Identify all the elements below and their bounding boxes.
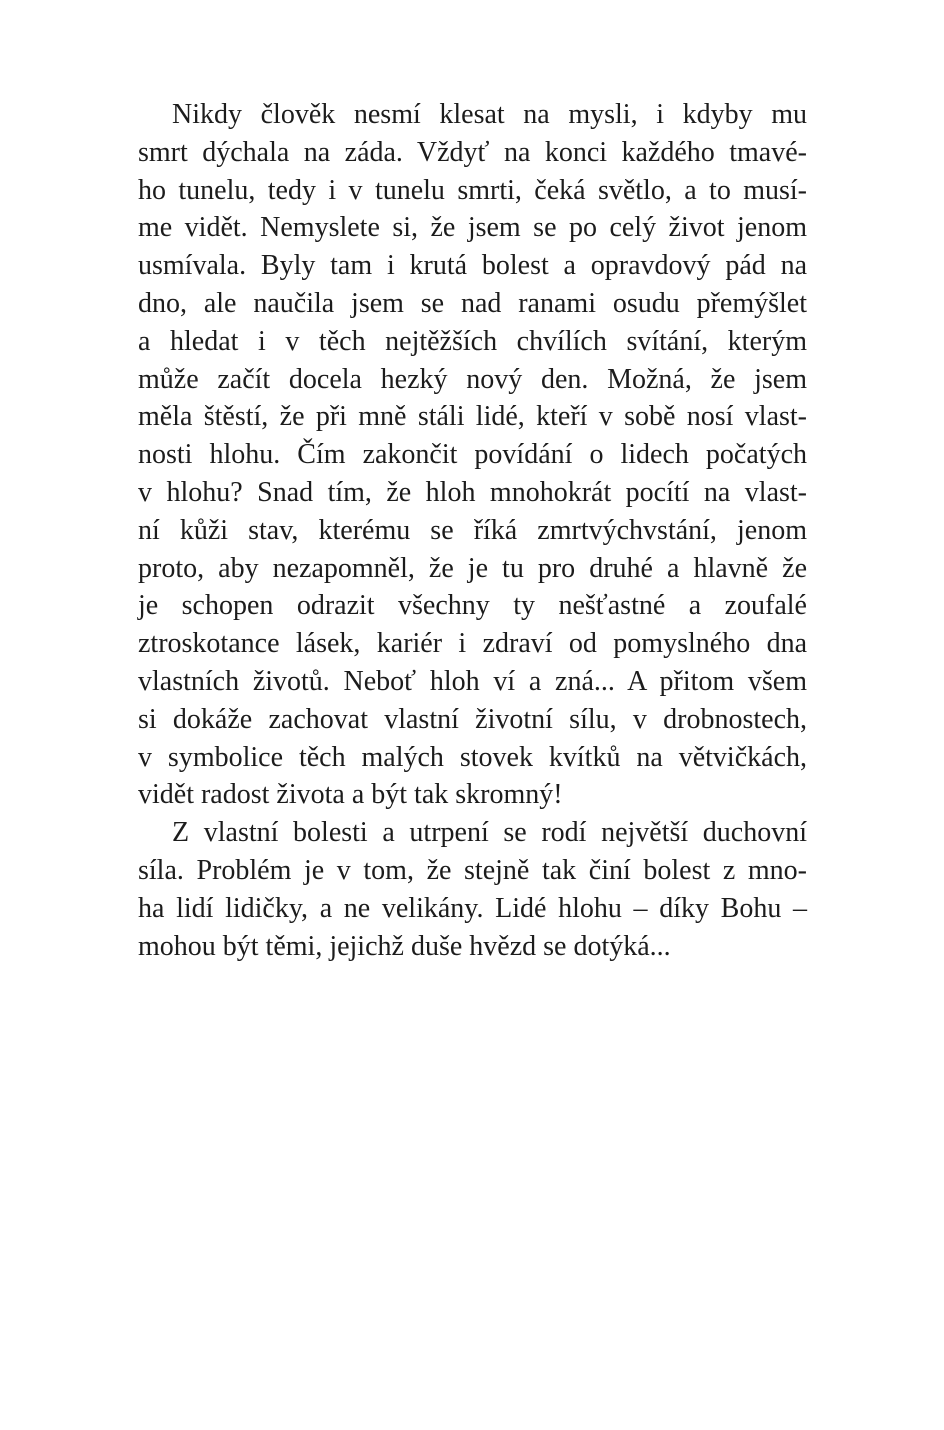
text-line: ho tunelu, tedy i v tunelu smrti, čeká světlo, a to musí- — [138, 174, 807, 206]
text-line: v symbolice těch malých stovek kvítků na větvičkách, — [138, 741, 807, 773]
text-line: si dokáže zachovat vlastní životní sílu, v drobnostech, — [138, 703, 807, 735]
paragraph — [138, 96, 807, 814]
text-line: smrt dýchala na záda. Vždyť na konci každého tmavé- — [138, 136, 807, 168]
text-line: Z vlastní bolesti a utrpení se rodí největší duchovní — [172, 817, 807, 849]
text-line: usmívala. Byly tam i krutá bolest a opravdový pád na — [138, 250, 807, 282]
text-line: vlastních životů. Neboť hloh ví a zná... A přitom všem — [138, 665, 807, 697]
text-line: síla. Problém je v tom, že stejně tak činí bolest z mno- — [138, 854, 807, 886]
text-line: nosti hlohu. Čím zakončit povídání o lidech počatých — [138, 439, 807, 471]
text-line: ní kůži stav, kterému se říká zmrtvýchvstání, jenom — [138, 514, 807, 546]
text-line: me vidět. Nemyslete si, že jsem se po celý život jenom — [138, 212, 807, 244]
text-line: ztroskotance lásek, kariér i zdraví od pomyslného dna — [138, 628, 807, 660]
text-line: měla štěstí, že při mně stáli lidé, kteří v sobě nosí vlast- — [138, 401, 807, 433]
text-line: a hledat i v těch nejtěžších chvílích svítání, kterým — [138, 325, 807, 357]
text-line: proto, aby nezapomněl, že je tu pro druhé a hlavně že — [138, 552, 807, 584]
text-line: mohou být těmi, jejichž duše hvězd se dotýká... — [138, 930, 671, 962]
text-line: dno, ale naučila jsem se nad ranami osudu přemýšlet — [138, 287, 807, 319]
text-line: je schopen odrazit všechny ty nešťastné a zoufalé — [138, 590, 807, 622]
text-line: Nikdy člověk nesmí klesat na mysli, i kdyby mu — [172, 99, 807, 130]
paragraph — [138, 814, 807, 965]
text-line: vidět radost života a být tak skromný! — [138, 779, 563, 811]
text-line: v hlohu? Snad tím, že hloh mnohokrát pocítí na vlast- — [138, 476, 807, 508]
text-block — [138, 96, 807, 965]
text-line: ha lidí lidičky, a ne velikány. Lidé hlohu – díky Bohu – — [138, 892, 807, 924]
text-line: může začít docela hezký nový den. Možná, že jsem — [138, 363, 807, 395]
